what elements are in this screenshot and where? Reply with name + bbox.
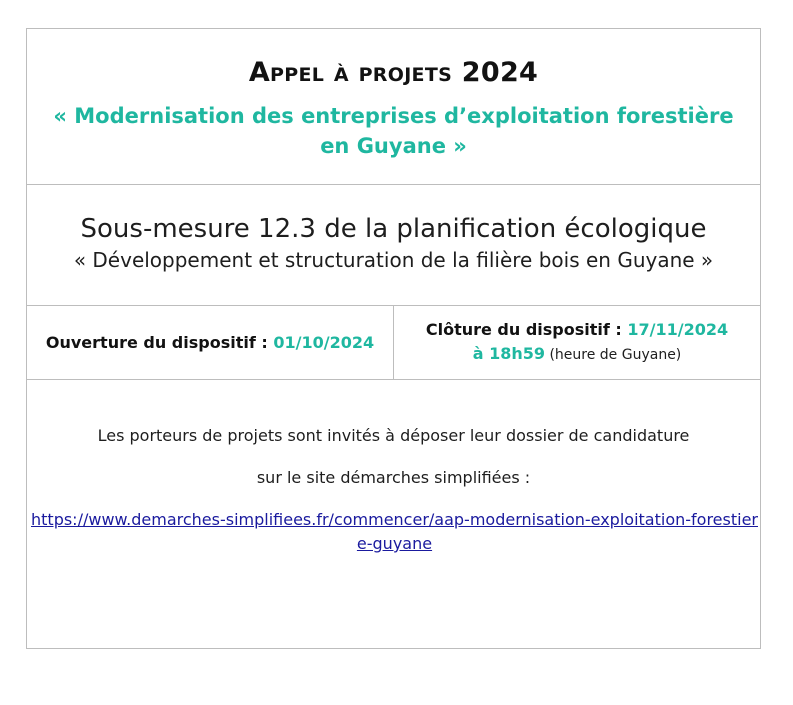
closing-cell (394, 306, 760, 379)
measure-title: Sous-mesure 12.3 de la planification écologique (80, 214, 707, 244)
closing-date: 17/11/2024 (627, 320, 729, 339)
invitation-text: Les porteurs de projets sont invités à déposer leur dossier de candidature (97, 426, 690, 445)
closing-label: Clôture du dispositif : (425, 320, 628, 339)
header-row (27, 29, 760, 185)
opening-line (46, 331, 374, 355)
announcement-table (26, 28, 761, 649)
measure-row (27, 185, 760, 306)
page-title: Appel à projets 2024 (248, 57, 539, 88)
project-subtitle: « Modernisation des entreprises d’exploitation forestière en Guyane » (53, 104, 734, 158)
dates-row (27, 306, 760, 380)
closing-time-line (473, 342, 682, 367)
opening-label: Ouverture du dispositif : (45, 332, 274, 352)
closing-line (426, 318, 728, 342)
closing-time: à 18h59 (472, 344, 545, 363)
opening-date: 01/10/2024 (273, 332, 375, 352)
opening-cell (27, 306, 394, 379)
application-link[interactable]: https://www.demarches-simplifiees.fr/commencer/aap-modernisation-exploitation-forestiere-guyane (31, 510, 758, 553)
site-intro-text: sur le site démarches simplifiées : (256, 468, 531, 487)
measure-subtitle: « Développement et structuration de la filière bois en Guyane » (73, 248, 714, 272)
closing-note: (heure de Guyane) (545, 347, 682, 363)
body-row (27, 380, 760, 648)
